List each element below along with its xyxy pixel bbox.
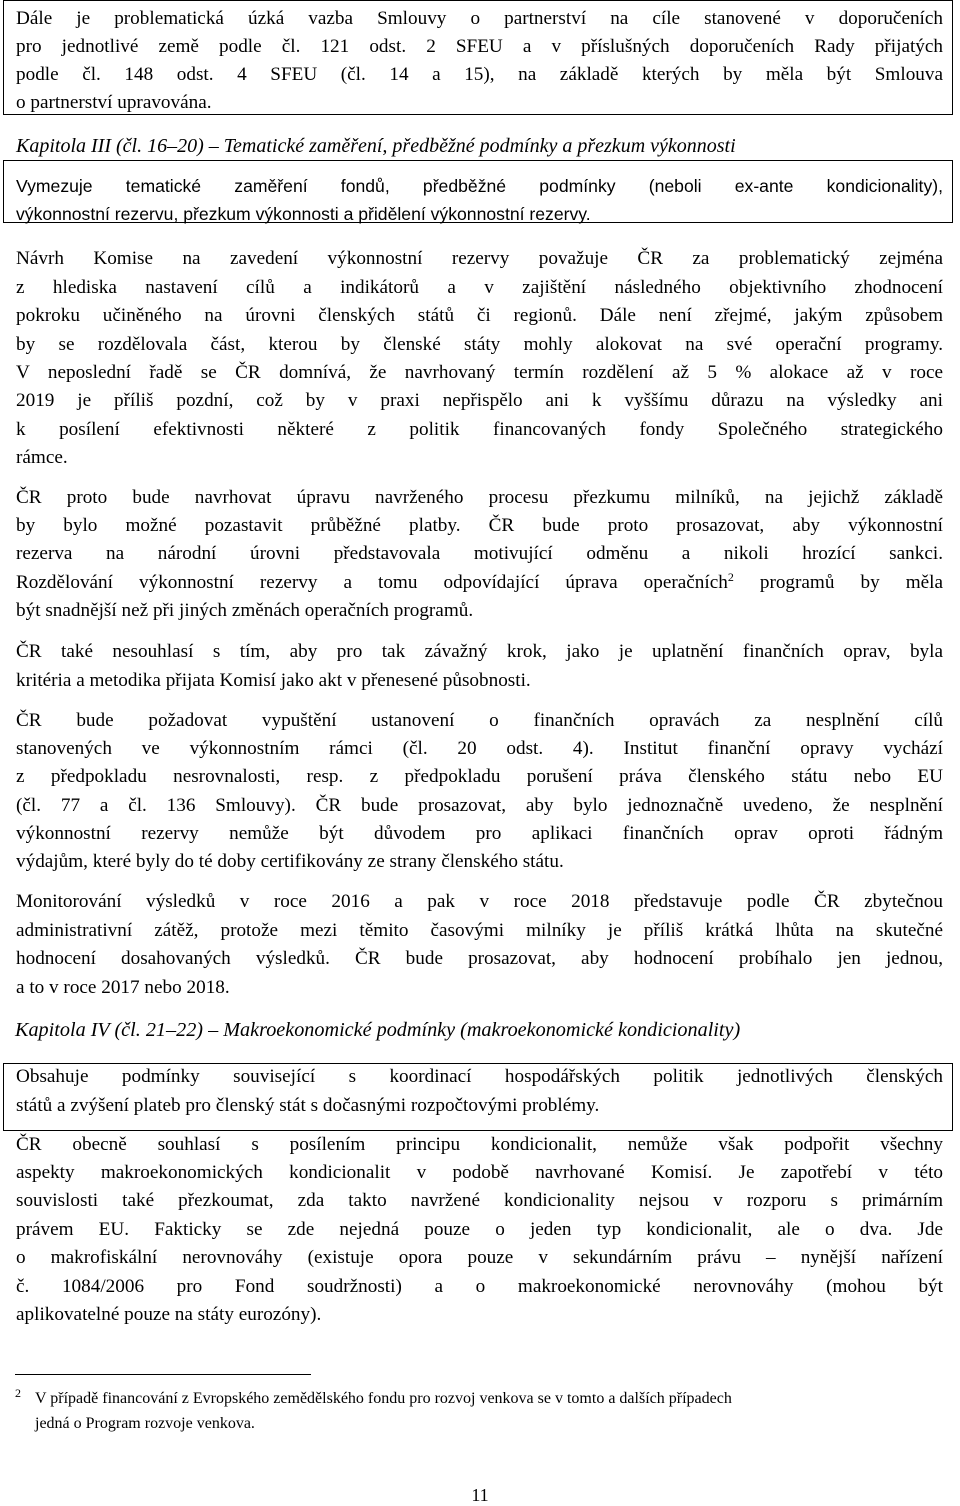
box2-line: výkonnostní rezervu, přezkum výkonnosti a přidělení výkonnostní rezervy.: [16, 204, 591, 224]
paragraph-5-line: hodnocení dosahovaných výsledků. ČR bude prosazovat, aby hodnocení probíhalo jen jednou,: [16, 948, 943, 969]
paragraph-4-line: z předpokladu nesrovnalosti, resp. z předpokladu porušení práva členského státu nebo EU: [16, 766, 943, 787]
paragraph-2-text: programů by měla: [733, 572, 943, 593]
paragraph-6-line: aspekty makroekonomických kondicionalit v podobě navrhované Komisí. Je zapotřebí v této: [16, 1162, 943, 1183]
paragraph-2-line: [16, 572, 943, 594]
paragraph-5-line: Monitorování výsledků v roce 2016 a pak v roce 2018 představuje podle ČR zbytečnou: [16, 891, 943, 912]
paragraph-4-line: výdajům, které byly do té doby certifikovány ze strany členského státu.: [16, 851, 564, 872]
paragraph-1-line: k posílení efektivnosti některé z politik financovaných fondy Společného strategického: [16, 419, 943, 440]
paragraph-4-line: výkonnostní rezervy nemůže být důvodem pro aplikaci finančních oprav oproti řádným: [16, 823, 943, 844]
paragraph-6-line: č. 1084/2006 pro Fond soudržnosti) a o makroekonomické nerovnováhy (mohou být: [16, 1276, 943, 1297]
chapter-3-heading: Kapitola III (čl. 16–20) – Tematické zaměření, předběžné podmínky a přezkum výkonnosti: [16, 135, 736, 157]
paragraph-3-line: ČR také nesouhlasí s tím, aby pro tak závažný krok, jako je uplatnění finančních oprav, byla: [16, 641, 943, 662]
box1-line: Dále je problematická úzká vazba Smlouvy o partnerství na cíle stanovené v doporučeních: [16, 8, 943, 29]
paragraph-2-line: být snadnější než při jiných změnách operačních programů.: [16, 600, 474, 621]
paragraph-6-line: ČR obecně souhlasí s posílením principu kondicionalit, nemůže však podpořit všechny: [16, 1134, 943, 1155]
paragraph-1-line: V neposlední řadě se ČR domnívá, že navrhovaný termín rozdělení až 5 % alokace až v roce: [16, 362, 943, 383]
paragraph-6-line: o makrofiskální nerovnováhy (existuje opora pouze v sekundárním právu – nynější nařízení: [16, 1247, 943, 1268]
paragraph-4-line: (čl. 77 a čl. 136 Smlouvy). ČR bude prosazovat, aby bylo jednoznačně uvedeno, že nesplnění: [16, 795, 943, 816]
paragraph-2-line: ČR proto bude navrhovat úpravu navrženého procesu přezkumu milníků, na jejichž základě: [16, 487, 943, 508]
paragraph-3-line: kritéria a metodika přijata Komisí jako akt v přenesené působnosti.: [16, 670, 531, 691]
paragraph-5-line: administrativní zátěž, protože mezi těmito časovými milníky je příliš krátká lhůta na skutečné: [16, 920, 943, 941]
paragraph-1-line: pokroku učiněného na úrovni členských států či regionů. Dále není zřejmé, jakým způsobem: [16, 305, 943, 326]
box1-line: podle čl. 148 odst. 4 SFEU (čl. 14 a 15), na základě kterých by měla být Smlouva: [16, 64, 943, 85]
paragraph-5-line: a to v roce 2017 nebo 2018.: [16, 977, 230, 998]
footnote-line: jedná o Program rozvoje venkova.: [35, 1415, 255, 1432]
footnote-reference: 2: [727, 570, 734, 584]
footnote-separator: [15, 1374, 311, 1375]
paragraph-4-line: ČR bude požadovat vypuštění ustanovení o finančních opravách za nesplnění cílů: [16, 710, 943, 731]
paragraph-2-line: by bylo možné pozastavit průběžné platby. ČR bude proto prosazovat, aby výkonnostní: [16, 515, 943, 536]
box2-line: Vymezuje tematické zaměření fondů, předběžné podmínky (neboli ex-ante kondicionality),: [16, 176, 943, 196]
box3-line: Obsahuje podmínky související s koordinací hospodářských politik jednotlivých členských: [16, 1066, 943, 1087]
paragraph-4-line: stanovených ve výkonnostním rámci (čl. 20 odst. 4). Institut finanční opravy vychází: [16, 738, 943, 759]
paragraph-1-line: 2019 je příliš pozdní, což by v praxi nepřispělo ani k vyššímu důrazu na výsledky ani: [16, 390, 943, 411]
box3-line: států a zvýšení plateb pro členský stát s dočasnými rozpočtovými problémy.: [16, 1095, 600, 1116]
paragraph-6-line: aplikovatelné pouze na státy eurozóny).: [16, 1304, 322, 1325]
paragraph-2-line: rezerva na národní úrovni představovala motivující odměnu a nikoli hrozící sankci.: [16, 543, 943, 564]
paragraph-6-line: právem EU. Fakticky se zde nejedná pouze o jeden typ kondicionalit, ale o dva. Jde: [16, 1219, 943, 1240]
paragraph-1-line: by se rozdělovala část, kterou by členské státy mohly alokovat na své operační programy.: [16, 334, 943, 355]
footnote-number: 2: [15, 1386, 21, 1400]
paragraph-1-line: rámce.: [16, 447, 68, 468]
paragraph-6-line: souvislosti také přezkoumat, zda takto navržené kondicionality nejsou v rozporu s primárním: [16, 1190, 943, 1211]
paragraph-1-line: Návrh Komise na zavedení výkonnostní rezervy považuje ČR za problematický zejména: [16, 248, 943, 269]
chapter-4-heading: Kapitola IV (čl. 21–22) – Makroekonomické podmínky (makroekonomické kondicionality): [15, 1019, 741, 1041]
box1-line: o partnerství upravována.: [16, 92, 212, 113]
footnote-line: V případě financování z Evropského zemědělského fondu pro rozvoj venkova se v tomto a dalších případech: [35, 1390, 732, 1407]
paragraph-1-line: z hlediska nastavení cílů a indikátorů a v zajištění následného objektivního zhodnocení: [16, 277, 943, 298]
paragraph-2-text: Rozdělování výkonnostní rezervy a tomu odpovídající úprava operačních: [16, 572, 728, 593]
box1-line: pro jednotlivé země podle čl. 121 odst. 2 SFEU a v příslušných doporučeních Rady přijatých: [16, 36, 943, 57]
page-number: 11: [471, 1485, 489, 1505]
